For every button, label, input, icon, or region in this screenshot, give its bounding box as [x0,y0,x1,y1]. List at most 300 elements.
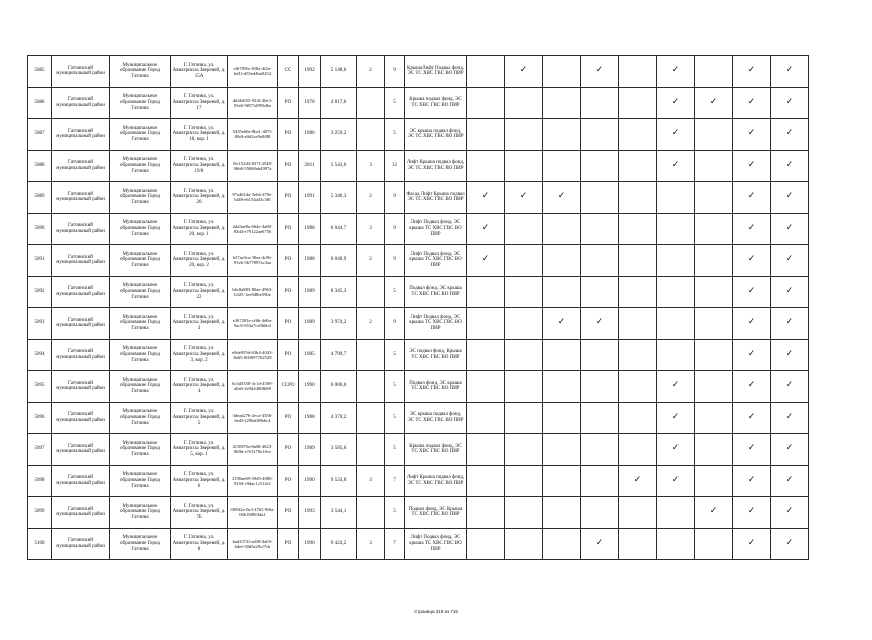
checkmark-cell [619,245,657,277]
checkmark-cell [619,497,657,529]
checkmark-cell: ✓ [771,339,809,371]
works-list-cell: Подвал фонд, ЭС крыша ТС ХВС ГВС ВО ПИР [405,276,467,308]
fias-code-cell: e267281e-cf6b-4d6a-9ac9-653a7ce06bb3 [228,308,278,340]
table-row [28,276,847,308]
fias-code-cell: bad2372f-ad38-4a03-bdef-50d5e29cf7cb [228,528,278,560]
floors-cell: 9 [385,213,405,245]
checkmark-cell [581,497,619,529]
address-cell: Г. Гатчина, ул. Авиатриссы Зверевой, д. 15А [171,56,228,88]
checkmark-cell [695,371,733,403]
management-type-cell: ССРО [278,371,299,403]
works-list-cell: ЭС подвал фонд, Крыша ТС ХВС ГВС ВО ПИР [405,339,467,371]
checkmark-cell: ✓ [657,150,695,182]
checkmark-cell [467,339,505,371]
municipality-cell: Муниципальное образование Город Гатчина [110,434,171,466]
entrances-cell [357,434,385,466]
management-type-cell: РО [278,182,299,214]
fias-code-cell: b37ae3ca-30ea-4c96-93cb-5b77897ac3aa [228,245,278,277]
build-year-cell: 1990 [299,465,321,497]
checkmark-cell [581,245,619,277]
management-type-cell: РО [278,497,299,529]
address-cell: Г. Гатчина, ул. Авиатриссы Зверевой, д. 19/8 [171,150,228,182]
checkmark-cell [657,497,695,529]
checkmark-cell [695,56,733,88]
district-cell: Гатчинский муниципальный район [52,434,110,466]
fias-code-cell: 5fe152d4-837f-4548-96b8-55860ab4997a [228,150,278,182]
municipality-cell: Муниципальное образование Город Гатчина [110,497,171,529]
floors-cell: 9 [385,245,405,277]
floors-cell: 9 [385,56,405,88]
checkmark-cell [505,87,543,119]
checkmark-cell: ✓ [657,87,695,119]
checkmark-cell [619,434,657,466]
entrances-cell: 3 [357,465,385,497]
checkmark-cell: ✓ [619,465,657,497]
area-cell: 3 544,1 [321,497,357,529]
checkmark-cell [543,497,581,529]
works-list-cell: КрышаЛифт Подвал фонд, ЭС ТС ХВС ГВС ВО ПИР [405,56,467,88]
checkmark-cell [467,434,505,466]
checkmark-cell: ✓ [771,497,809,529]
fias-code-cell: f309f2a-0a3-47b5-9f6a-06b1689f3da1 [228,497,278,529]
checkmark-cell [505,213,543,245]
checkmark-cell: ✓ [657,56,695,88]
checkmark-cell: ✓ [657,371,695,403]
checkmark-cell: ✓ [581,56,619,88]
address-cell: Г. Гатчина, ул. Авиатриссы Зверевой, д. 4 [171,371,228,403]
checkmark-cell: ✓ [695,87,733,119]
checkmark-cell: ✓ [733,150,771,182]
management-type-cell: РО [278,402,299,434]
table-body [28,56,847,560]
checkmark-cell [467,371,505,403]
checkmark-cell: ✓ [467,213,505,245]
row-number: 5097 [28,434,52,466]
floors-cell: 5 [385,119,405,151]
checkmark-cell: ✓ [771,308,809,340]
entrances-cell: 2 [357,182,385,214]
district-cell: Гатчинский муниципальный район [52,465,110,497]
fias-code-cell: 2190ae69-3949-4080-9104-c9dac1c512e1 [228,465,278,497]
checkmark-cell [695,276,733,308]
checkmark-cell [619,276,657,308]
entrances-cell: 3 [357,150,385,182]
checkmark-cell: ✓ [771,56,809,88]
checkmark-cell [581,339,619,371]
municipality-cell: Муниципальное образование Город Гатчина [110,371,171,403]
district-cell: Гатчинский муниципальный район [52,87,110,119]
checkmark-cell [619,213,657,245]
checkmark-cell [619,371,657,403]
address-cell: Г. Гатчина, ул. Авиатриссы Зверевой, д. 5, кор. 1 [171,434,228,466]
works-list-cell: Подвал фонд, ЭС крыша ТС ХВС ГВС ВО ПИР [405,371,467,403]
floors-cell: 5 [385,371,405,403]
fias-code-cell: 6c3d3358-3c1d-4509-a0a6-2e9d2d0f8b88 [228,371,278,403]
fias-code-cell: dd264f55-924f-46e3-93e6-9f871d993d6a [228,87,278,119]
build-year-cell: 1989 [299,308,321,340]
address-cell: Г. Гатчина, ул. Авиатриссы Зверевой, д. 7Б [171,497,228,529]
fias-code-cell: 3dead276-2eca-4356-bed3-f296a0f9b6c4 [228,402,278,434]
area-cell: 3 585,6 [321,434,357,466]
address-cell: Г. Гатчина, ул. Авиатриссы Зверевой, д. 5 [171,402,228,434]
district-cell: Гатчинский муниципальный район [52,182,110,214]
checkmark-cell: ✓ [771,213,809,245]
table-row [28,528,847,560]
checkmark-cell: ✓ [733,371,771,403]
checkmark-cell: ✓ [733,465,771,497]
checkmark-cell: ✓ [505,56,543,88]
checkmark-cell [619,528,657,560]
checkmark-cell [695,308,733,340]
works-list-cell: Лифт Подвал фонд, ЭС крыша ТС ХВС ГВС ВО ПИР [405,213,467,245]
checkmark-cell [619,56,657,88]
checkmark-cell: ✓ [733,245,771,277]
entrances-cell: 2 [357,56,385,88]
checkmark-cell: ✓ [733,276,771,308]
floors-cell: 9 [385,308,405,340]
management-type-cell: РО [278,87,299,119]
checkmark-cell [619,87,657,119]
checkmark-cell [505,497,543,529]
table-row [28,182,847,214]
row-number: 5095 [28,371,52,403]
checkmark-cell: ✓ [733,182,771,214]
checkmark-cell [467,150,505,182]
row-number: 5094 [28,339,52,371]
checkmark-cell [619,150,657,182]
checkmark-cell [543,56,581,88]
municipality-cell: Муниципальное образование Город Гатчина [110,245,171,277]
row-number: 5091 [28,245,52,277]
checkmark-cell: ✓ [771,528,809,560]
fias-code-cell: ef67856c-8f8a-4f2a-bd1f-d55ed4ba9254 [228,56,278,88]
row-number: 5088 [28,150,52,182]
checkmark-cell [695,245,733,277]
address-cell: Г. Гатчина, ул. Авиатриссы Зверевой, д. 20 [171,182,228,214]
entrances-cell [357,87,385,119]
build-year-cell: 1989 [299,276,321,308]
works-list-cell: Подвал фонд, ЭС Крыша ТС ХВС ГВС ВО ПИР [405,497,467,529]
build-year-cell: 1989 [299,434,321,466]
checkmark-cell: ✓ [733,402,771,434]
district-cell: Гатчинский муниципальный район [52,276,110,308]
district-cell: Гатчинский муниципальный район [52,371,110,403]
checkmark-cell [505,245,543,277]
district-cell: Гатчинский муниципальный район [52,245,110,277]
checkmark-cell [581,371,619,403]
checkmark-cell: ✓ [543,308,581,340]
table-row [28,402,847,434]
works-list-cell: Лифт Подвал фонд, ЭС крыша ТС ХВС ГВС ВО ПИР [405,528,467,560]
address-cell: Г. Гатчина, ул. Авиатриссы Зверевой, д. 6 [171,465,228,497]
entrances-cell [357,339,385,371]
table-row [28,119,847,151]
entrances-cell [357,371,385,403]
municipality-cell: Муниципальное образование Город Гатчина [110,119,171,151]
checkmark-cell: ✓ [771,182,809,214]
checkmark-cell: ✓ [657,465,695,497]
table-row [28,308,847,340]
checkmark-cell [657,276,695,308]
checkmark-cell [657,245,695,277]
build-year-cell: 1990 [299,528,321,560]
works-list-cell: Лифт Подвал фонд, ЭС крыша ТС ХВС ГВС ВО ПИР [405,245,467,277]
checkmark-cell [543,87,581,119]
row-number: 5099 [28,497,52,529]
checkmark-cell [695,182,733,214]
table-row [28,87,847,119]
checkmark-cell: ✓ [771,150,809,182]
area-cell: 4 370,2 [321,402,357,434]
floors-cell: 5 [385,339,405,371]
checkmark-cell: ✓ [733,497,771,529]
checkmark-cell [695,150,733,182]
floors-cell: 5 [385,276,405,308]
management-type-cell: РО [278,245,299,277]
checkmark-cell: ✓ [733,308,771,340]
area-cell: 5 346,3 [321,182,357,214]
page-number: Страница 319 из 715 [414,609,458,614]
area-cell: 9 533,8 [321,465,357,497]
checkmark-cell [543,339,581,371]
checkmark-cell [505,371,543,403]
build-year-cell: 1992 [299,56,321,88]
checkmark-cell: ✓ [771,87,809,119]
management-type-cell: РО [278,276,299,308]
checkmark-cell [619,182,657,214]
checkmark-cell: ✓ [733,87,771,119]
checkmark-cell: ✓ [467,245,505,277]
checkmark-cell: ✓ [771,371,809,403]
table-row [28,339,847,371]
checkmark-cell [695,119,733,151]
municipality-cell: Муниципальное образование Город Гатчина [110,182,171,214]
checkmark-cell: ✓ [467,182,505,214]
management-type-cell: РО [278,308,299,340]
address-cell: Г. Гатчина, ул. Авиатриссы Зверевой, д. 22 [171,276,228,308]
checkmark-cell: ✓ [505,182,543,214]
checkmark-cell: ✓ [657,402,695,434]
checkmark-cell: ✓ [733,213,771,245]
checkmark-cell [581,119,619,151]
row-number: 5100 [28,528,52,560]
municipality-cell: Муниципальное образование Город Гатчина [110,528,171,560]
area-cell: 5 148,0 [321,56,357,88]
floors-cell: 7 [385,465,405,497]
checkmark-cell [543,434,581,466]
district-cell: Гатчинский муниципальный район [52,56,110,88]
checkmark-cell [543,276,581,308]
checkmark-cell [657,308,695,340]
checkmark-cell [695,402,733,434]
table-row [28,150,847,182]
row-number: 5085 [28,56,52,88]
checkmark-cell [505,119,543,151]
table-row [28,56,847,88]
district-cell: Гатчинский муниципальный район [52,308,110,340]
checkmark-cell: ✓ [733,528,771,560]
row-number: 5093 [28,308,52,340]
checkmark-cell [467,56,505,88]
works-list-cell: Крыша подвал фонд, ЭС ТС ХВС ГВС ВО ПИР [405,87,467,119]
area-cell: 6 044,7 [321,213,357,245]
checkmark-cell [657,182,695,214]
checkmark-cell [467,276,505,308]
checkmark-cell [657,528,695,560]
table-row [28,245,847,277]
row-number: 5092 [28,276,52,308]
floors-cell: 5 [385,87,405,119]
checkmark-cell: ✓ [581,308,619,340]
build-year-cell: 1993 [299,497,321,529]
checkmark-cell: ✓ [543,182,581,214]
area-cell: 8 345,3 [321,276,357,308]
floors-cell: 9 [385,182,405,214]
checkmark-cell [467,308,505,340]
checkmark-cell [619,119,657,151]
district-cell: Гатчинский муниципальный район [52,497,110,529]
checkmark-cell: ✓ [733,56,771,88]
table-row [28,434,847,466]
address-cell: Г. Гатчина, ул. Авиатриссы Зверевой, д. 8 [171,528,228,560]
checkmark-cell [543,245,581,277]
checkmark-cell [505,276,543,308]
works-list-cell: ЭС крыша подвал фонд, ЭС ТС ХВС ГВС ВО ПИР [405,119,467,151]
checkmark-cell [695,528,733,560]
checkmark-cell [505,465,543,497]
checkmark-cell: ✓ [771,402,809,434]
works-list-cell: Фасад Лифт Крыша подвал ЭС ТС ХВС ГВС ВО ПИР [405,182,467,214]
table-row [28,497,847,529]
build-year-cell: 1986 [299,119,321,151]
floors-cell: 7 [385,528,405,560]
checkmark-cell: ✓ [657,434,695,466]
area-cell: 5 543,6 [321,150,357,182]
checkmark-cell [505,339,543,371]
row-number: 5086 [28,87,52,119]
management-type-cell: РО [278,528,299,560]
works-list-cell: Лифт Подвал фонд, ЭС крыша ТС ХВС ГВС ВО ПИР [405,308,467,340]
checkmark-cell [467,497,505,529]
address-cell: Г. Гатчина, ул. Авиатриссы Зверевой, д. 3, кор. 2 [171,339,228,371]
fias-code-cell: 97a461da-3e64-479e-bf48-e6154d43c38f [228,182,278,214]
area-cell: 3 974,2 [321,308,357,340]
build-year-cell: 1991 [299,182,321,214]
checkmark-cell [505,528,543,560]
entrances-cell [357,119,385,151]
municipality-cell: Муниципальное образование Город Гатчина [110,56,171,88]
build-year-cell: 1990 [299,371,321,403]
fias-code-cell: e0de955d-63b4-4043-8a65-000097762528 [228,339,278,371]
checkmark-cell [581,402,619,434]
checkmark-cell [657,339,695,371]
checkmark-cell: ✓ [771,119,809,151]
checkmark-cell: ✓ [733,434,771,466]
row-number: 5089 [28,182,52,214]
municipality-cell: Муниципальное образование Город Гатчина [110,213,171,245]
entrances-cell [357,402,385,434]
checkmark-cell [695,434,733,466]
address-cell: Г. Гатчина, ул. Авиатриссы Зверевой, д. 18, кор. 1 [171,119,228,151]
management-type-cell: РО [278,150,299,182]
district-cell: Гатчинский муниципальный район [52,402,110,434]
build-year-cell: 2011 [299,150,321,182]
works-list-cell: Лифт Крыша подвал фонд, ЭС ТС ХВС ГВС ВО ПИР [405,465,467,497]
checkmark-cell [581,150,619,182]
build-year-cell: 1988 [299,245,321,277]
checkmark-cell [543,528,581,560]
municipality-cell: Муниципальное образование Город Гатчина [110,402,171,434]
area-cell: 6 006,0 [321,371,357,403]
row-number: 5090 [28,213,52,245]
checkmark-cell [619,308,657,340]
checkmark-cell [543,119,581,151]
area-cell: 4 799,7 [321,339,357,371]
district-cell: Гатчинский муниципальный район [52,150,110,182]
checkmark-cell [619,402,657,434]
checkmark-cell [467,402,505,434]
fias-code-cell: b6c8a883-80ae-4963-b325-1ee8d8fe59be [228,276,278,308]
management-type-cell: РО [278,465,299,497]
checkmark-cell [581,182,619,214]
checkmark-cell [543,213,581,245]
checkmark-cell [695,213,733,245]
checkmark-cell [581,434,619,466]
floors-cell: 5 [385,497,405,529]
address-cell: Г. Гатчина, ул. Авиатриссы Зверевой, д. 17 [171,87,228,119]
entrances-cell [357,276,385,308]
fias-code-cell: 2da5ae8a-664e-4a68-83d4-e79122ae6756 [228,213,278,245]
checkmark-cell [581,213,619,245]
table-row [28,213,847,245]
municipality-cell: Муниципальное образование Город Гатчина [110,339,171,371]
checkmark-cell [467,87,505,119]
district-cell: Гатчинский муниципальный район [52,528,110,560]
checkmark-cell: ✓ [733,339,771,371]
district-cell: Гатчинский муниципальный район [52,119,110,151]
entrances-cell: 2 [357,308,385,340]
checkmark-cell: ✓ [733,119,771,151]
floors-cell: 12 [385,150,405,182]
address-cell: Г. Гатчина, ул. Авиатриссы Зверевой, д. 3 [171,308,228,340]
area-cell: 3 259,2 [321,119,357,151]
municipality-cell: Муниципальное образование Город Гатчина [110,87,171,119]
build-year-cell: 1988 [299,402,321,434]
checkmark-cell [505,150,543,182]
floors-cell: 5 [385,402,405,434]
checkmark-cell: ✓ [695,497,733,529]
table-row [28,371,847,403]
table-row [28,465,847,497]
checkmark-cell: ✓ [771,245,809,277]
entrances-cell: 2 [357,245,385,277]
area-cell: 9 424,2 [321,528,357,560]
district-cell: Гатчинский муниципальный район [52,339,110,371]
checkmark-cell [505,402,543,434]
area-cell: 4 817,0 [321,87,357,119]
checkmark-cell [695,339,733,371]
works-list-cell: Лифт Крыша подвал фонд, ЭС ТС ХВС ГВС ВО ПИР [405,150,467,182]
checkmark-cell [505,308,543,340]
checkmark-cell: ✓ [771,434,809,466]
management-type-cell: РО [278,434,299,466]
address-cell: Г. Гатчина, ул. Авиатриссы Зверевой, д. 20, кор. 1 [171,213,228,245]
municipality-cell: Муниципальное образование Город Гатчина [110,465,171,497]
entrances-cell: 3 [357,528,385,560]
checkmark-cell [505,434,543,466]
district-cell: Гатчинский муниципальный район [52,213,110,245]
management-type-cell: РО [278,213,299,245]
